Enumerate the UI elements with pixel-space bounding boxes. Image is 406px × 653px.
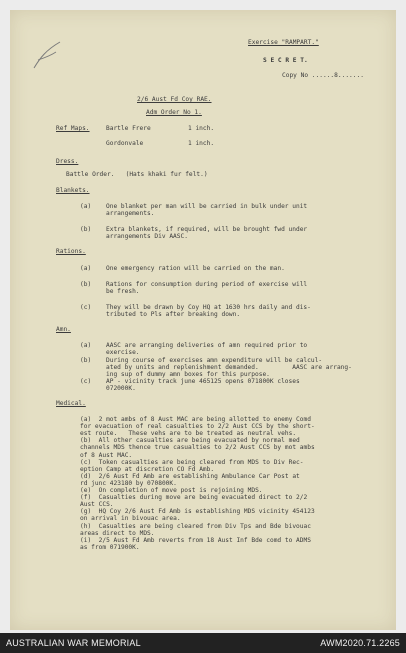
medical-line: (a) 2 mot ambs of 8 Aust MAC are being allotted to enemy Comd xyxy=(80,416,311,423)
footer-credit: AUSTRALIAN WAR MEMORIAL xyxy=(6,638,141,648)
rations-c-line2: tributed to Pls after breaking down. xyxy=(106,311,241,318)
rations-b-line1: Rations for consumption during period of exercise will xyxy=(106,281,308,288)
rations-key-b: (b) xyxy=(80,281,92,288)
footer-bar xyxy=(0,633,406,653)
order-title: Adm Order No 1. xyxy=(146,109,202,116)
amn-b-line1: During course of exercises amn expenditure will be calcul- xyxy=(106,357,323,364)
medical-line: rd junc 423180 by 070800K. xyxy=(80,479,177,487)
medical-line: of 8 Aust MAC. xyxy=(80,451,133,459)
ref-maps-label: Ref Maps. xyxy=(56,125,90,132)
medical-line: (i) 2/5 Aust Fd Amb reverts from 18 Aust Inf Bde comd to ADMS xyxy=(80,536,311,544)
secret-stamp: S E C R E T. xyxy=(263,57,308,64)
medical-line: channels MDS thence true casualties to 2/2 Aust CCS by mot ambs xyxy=(80,444,315,452)
medical-line: (e) On completion of move post is rejoining MDS. xyxy=(80,487,263,494)
medical-line: (g) HQ Coy 2/6 Aust Fd Amb is establishing MDS vicinity 454123 xyxy=(80,508,315,516)
medical-line: (d) 2/6 Aust Fd Amb are establishing Ambulance Car Post at xyxy=(80,472,300,480)
medical-line: for evacuation of real casualties to 2/2 Aust CCS by the short- xyxy=(80,423,315,431)
medical-line: (h) Casualties are being cleared from Div Tps and Bde bivouac xyxy=(80,522,311,530)
medical-line: est route. These vehs are to be treated as neutral vehs. xyxy=(80,430,297,438)
blankets-a-line1: One blanket per man will be carried in bulk under unit xyxy=(106,203,308,210)
dress-text: Battle Order. (Hats khaki fur felt.) xyxy=(66,171,208,178)
handwritten-mark xyxy=(30,38,70,74)
amn-c-line2: 072000K. xyxy=(106,385,136,392)
ref-map-scale-2: 1 inch. xyxy=(188,140,215,147)
unit-title: 2/6 Aust Fd Coy RAE. xyxy=(137,96,212,103)
amn-a-line1: AASC are arranging deliveries of amn required prior to xyxy=(106,342,308,349)
medical-label: Medical. xyxy=(56,400,86,407)
medical-line: Aust CCS. xyxy=(80,501,114,509)
blankets-label: Blankets. xyxy=(56,187,90,194)
amn-key-c: (c) xyxy=(80,378,92,385)
amn-a-line2: exercise. xyxy=(106,349,140,356)
amn-b-line3: ing sup of dummy amn boxes for this purpose. xyxy=(106,371,270,378)
blankets-a-line2: arrangements. xyxy=(106,210,155,217)
amn-b-line2: ated by units and replenishment demanded. AASC are arrang- xyxy=(106,364,352,371)
amn-label: Amn. xyxy=(56,326,71,333)
medical-line: (b) All other casualties are being evacuated by normal med xyxy=(80,437,300,445)
medical-line: (f) Casualties during move are being evacuated direct to 2/2 xyxy=(80,494,308,502)
ref-map-name-2: Gordonvale xyxy=(106,140,144,147)
dress-label: Dress. xyxy=(56,158,79,165)
rations-label: Rations. xyxy=(56,248,86,255)
rations-key-c: (c) xyxy=(80,304,92,311)
blankets-b-line2: arrangements Div AASC. xyxy=(106,233,188,240)
copy-number: Copy No ......8....... xyxy=(282,72,364,79)
rations-key-a: (a) xyxy=(80,265,92,272)
rations-b-line2: be fresh. xyxy=(106,288,140,295)
footer-accession: AWM2020.71.2265 xyxy=(320,638,400,648)
ref-map-name-1: Bartle Frere xyxy=(106,125,151,132)
medical-line: areas direct to MDS. xyxy=(80,529,155,537)
amn-key-b: (b) xyxy=(80,357,92,364)
blankets-key-a: (a) xyxy=(80,203,92,210)
document-page xyxy=(10,10,396,630)
rations-a-line1: One emergency ration will be carried on the man. xyxy=(106,265,285,272)
medical-line: on arrival in bivouac area. xyxy=(80,515,181,523)
amn-key-a: (a) xyxy=(80,342,92,349)
amn-c-line1: AP - vicinity track june 465125 opens 071800K closes xyxy=(106,378,300,385)
exercise-name: Exercise "RAMPART." xyxy=(248,39,319,46)
medical-line: (c) Token casualties are being cleared from MDS to Div Rec- xyxy=(80,458,304,466)
medical-line: eption Camp at discretion CO Fd Amb. xyxy=(80,465,215,473)
ref-map-scale-1: 1 inch. xyxy=(188,125,215,132)
rations-c-line1: They will be drawn by Coy HQ at 1630 hrs daily and dis- xyxy=(106,304,311,311)
blankets-b-line1: Extra blankets, if required, will be brought fwd under xyxy=(106,226,308,233)
blankets-key-b: (b) xyxy=(80,226,92,233)
medical-line: as from 071900K. xyxy=(80,543,140,551)
